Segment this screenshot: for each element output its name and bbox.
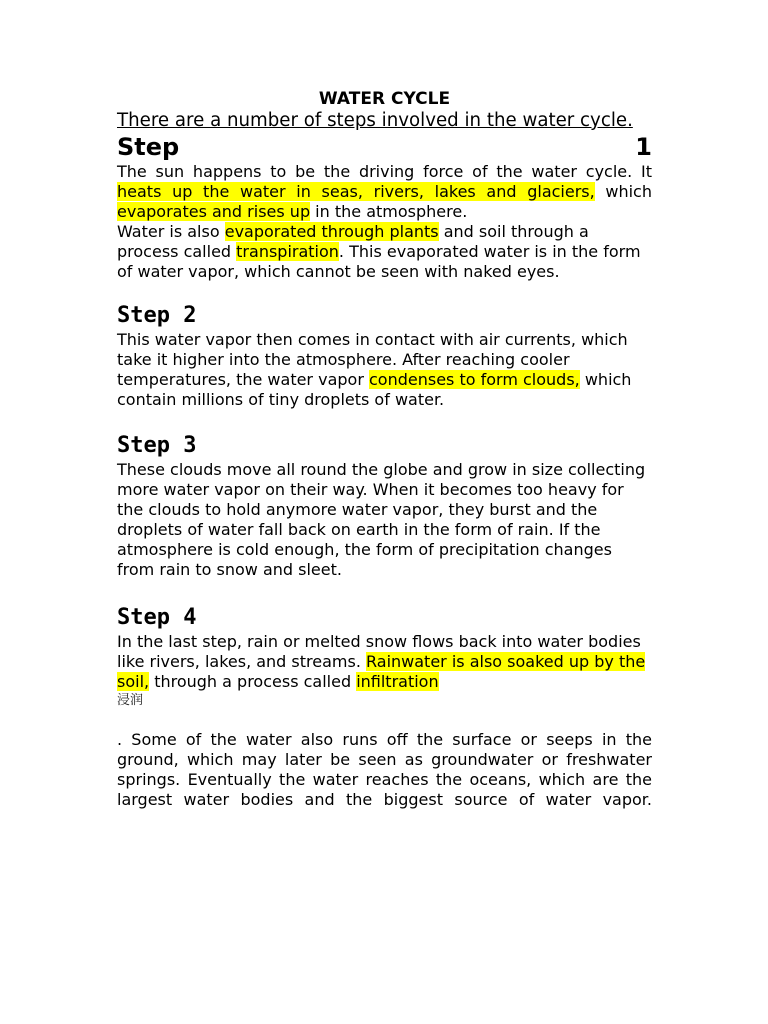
step-1-p1-text-3: in the atmosphere. [310, 202, 468, 221]
document-title: WATER CYCLE [318, 89, 451, 109]
step-4-heading: Step 4 [117, 605, 197, 630]
step-1-p1-highlight-2: evaporates and rises up [117, 202, 311, 221]
step-1-p2-highlight-2: transpiration [236, 242, 339, 261]
step-1-p1-highlight-1: heats up the water in seas, rivers, lakes and glaciers, [117, 182, 595, 201]
step-1-heading-word: Step [117, 133, 180, 161]
step-1-paragraph-2 [117, 222, 652, 282]
intro-text: There are a number of steps involved in the water cycle. [117, 110, 633, 131]
step-1-p2-text-1: Water is also [117, 222, 225, 241]
step-1-heading-number: 1 [635, 133, 652, 161]
step-2-heading: Step 2 [117, 303, 197, 328]
step-4-paragraph-1 [117, 632, 652, 692]
step-1-heading [117, 132, 652, 162]
step-2-text-2: which contain millions of tiny droplets of water. [117, 370, 632, 409]
step-1-paragraph-1 [117, 162, 652, 222]
step-4-highlight-2: infiltration [356, 672, 439, 691]
spacer [117, 580, 652, 604]
spacer [117, 710, 652, 730]
step-1-p1-text-2: which [594, 182, 652, 201]
step-4-annotation: 浸润 [117, 693, 144, 708]
step-1-p1-text-1: The sun happens to be the driving force of the water cycle. It [117, 162, 652, 181]
step-2-paragraph [117, 330, 652, 410]
spacer [117, 410, 652, 432]
step-1-p2-text-2: and soil through a process called [117, 222, 589, 261]
step-1-p2-highlight-1: evaporated through plants [224, 222, 439, 241]
step-4-paragraph-2: . Some of the water also runs off the surface or seeps in the ground, which may later be seen as groundwater or freshwater springs. Eventually the water reaches the oceans, which are the largest water bodies and the biggest source of water vapor. [117, 730, 652, 809]
step-2-text-1: This water vapor then comes in contact with air currents, which take it higher into the atmosphere. After reaching cooler temperatures, the water vapor [117, 330, 628, 389]
step-4-highlight-1: Rainwater is also soaked up by the soil, [117, 652, 646, 691]
step-4-text-2: through a process called [149, 672, 357, 691]
spacer [117, 282, 652, 302]
document-page [117, 88, 652, 810]
step-1-p2-text-3: . This evaporated water is in the form of water vapor, which cannot be seen with naked eyes. [117, 242, 641, 281]
step-3-paragraph: These clouds move all round the globe and grow in size collecting more water vapor on their way. When it becomes too heavy for the clouds to hold anymore water vapor, they burst and the droplets of water fall back on earth in the form of rain. If the atmosphere is cold enough, the form of precipitation changes from rain to snow and sleet. [117, 460, 646, 579]
step-4-text-1: In the last step, rain or melted snow flows back into water bodies like rivers, lakes, and streams. [117, 632, 641, 671]
step-3-heading: Step 3 [117, 433, 197, 458]
step-2-highlight-1: condenses to form clouds, [368, 370, 580, 389]
